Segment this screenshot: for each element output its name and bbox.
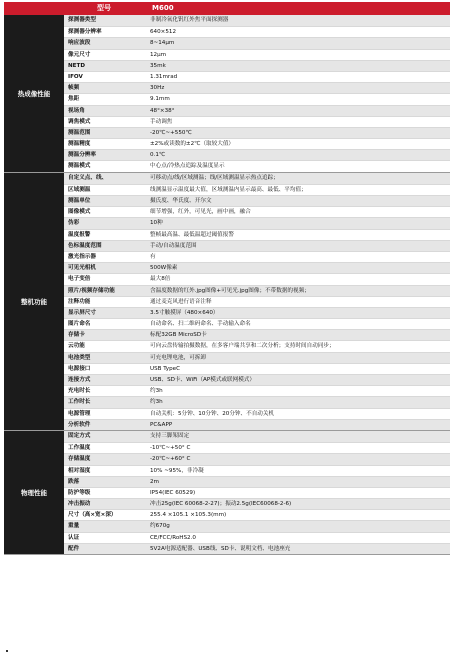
spec-key: 视场角 [68, 107, 85, 114]
table-row [64, 520, 450, 531]
spec-key: 重量 [68, 523, 80, 530]
table-row [64, 509, 450, 520]
spec-value: 手动调焦 [150, 118, 173, 125]
spec-key: 跌落 [68, 478, 80, 485]
spec-key: 探测器类型 [68, 17, 96, 23]
spec-key: 充电时长 [68, 388, 91, 395]
table-row [64, 251, 450, 262]
section-label: 物理性能 [4, 431, 64, 554]
table-row [64, 352, 450, 363]
spec-value: 500W像素 [150, 265, 178, 272]
spec-value: -10℃~+50° C [150, 445, 191, 452]
table-row [64, 105, 450, 116]
header-model-value: M600 [152, 4, 174, 12]
table-row [64, 318, 450, 329]
spec-value: 手动/自动温度范围 [150, 242, 197, 249]
spec-value: 3.5寸触摸屏（480×640） [150, 309, 219, 316]
spec-value: -20℃~+550℃ [150, 129, 192, 136]
spec-key: 工作时长 [68, 399, 91, 406]
spec-key: 图像模式 [68, 209, 91, 216]
spec-key: 伪彩 [68, 220, 80, 227]
spec-key: 激光指示器 [68, 253, 96, 260]
table-row [64, 465, 450, 476]
spec-value: -20℃~+60° C [150, 456, 191, 463]
spec-key: 尺寸（高×宽×深） [68, 512, 117, 519]
section-label: 整机功能 [4, 173, 64, 430]
table-row [64, 363, 450, 374]
spec-value: 48°×38° [150, 107, 175, 114]
table-row [64, 476, 450, 487]
spec-key: 色标温度范围 [68, 242, 102, 249]
section-rows [64, 15, 450, 172]
table-row [64, 127, 450, 138]
spec-key: 测温精度 [68, 141, 91, 148]
spec-key: 电源接口 [68, 365, 91, 372]
spec-key: 响应波段 [68, 40, 91, 47]
spec-key: NETD [68, 62, 85, 69]
table-row [64, 431, 450, 442]
spec-key: 可见光相机 [68, 265, 96, 272]
spec-key: 分析软件 [68, 421, 91, 428]
spec-value: 通过麦克风进行语音注释 [150, 298, 212, 305]
spec-value: 10种 [150, 220, 163, 227]
spec-value: 可移动点/线/区域测温；线/区域测温显示热点追踪； [150, 174, 279, 181]
spec-table [4, 2, 450, 555]
table-row [64, 49, 450, 60]
spec-key: 相对湿度 [68, 467, 91, 474]
spec-key: 注释功能 [68, 298, 91, 305]
table-row [64, 419, 450, 430]
spec-section [4, 431, 450, 555]
spec-key: 焦距 [68, 96, 80, 103]
table-row [64, 160, 450, 171]
spec-sections [4, 15, 450, 555]
spec-value: USB TypeC [150, 365, 181, 372]
spec-key: 工作温度 [68, 445, 91, 452]
table-row [64, 195, 450, 206]
table-row [64, 408, 450, 419]
spec-value: 35mk [150, 62, 166, 69]
table-row [64, 285, 450, 296]
spec-value: 9.1mm [150, 96, 170, 103]
spec-key: 区域测温 [68, 186, 91, 193]
spec-value: 中心点/冷热点追踪及温度显示 [150, 163, 225, 170]
spec-key: 电源管理 [68, 410, 91, 417]
table-row [64, 240, 450, 251]
spec-value: 可充电锂电池，可拆卸 [150, 354, 206, 361]
spec-value: 整帧最高温、最低温超过阈值报警 [150, 231, 234, 238]
table-row [64, 374, 450, 385]
spec-key: 存储卡 [68, 332, 85, 339]
table-row [64, 206, 450, 217]
spec-value: ±2%或读数的±2℃（取较大值） [150, 141, 235, 148]
table-row [64, 385, 450, 396]
spec-key: 电池类型 [68, 354, 91, 361]
spec-key: 帧频 [68, 85, 80, 92]
table-row [64, 543, 450, 554]
spec-value: 有 [150, 253, 156, 260]
table-row [64, 442, 450, 453]
table-row [64, 307, 450, 318]
table-row [64, 262, 450, 273]
spec-key: 冲击振动 [68, 501, 91, 508]
spec-value: 细节增强，红外，可见光，画中画，融合 [150, 209, 251, 216]
table-row [64, 487, 450, 498]
table-row [64, 296, 450, 307]
spec-value: 0.1℃ [150, 152, 166, 159]
table-row [64, 498, 450, 509]
table-row [64, 71, 450, 82]
spec-value: 1.31mrad [150, 73, 178, 80]
table-row [64, 396, 450, 407]
spec-value: 含温度数据的红外.jpg图像+可见光.jpg图像；不带数据的视频； [150, 287, 310, 294]
spec-value: 5V2A电源适配器、USB线、SD卡、说明文档、电池座充 [150, 545, 291, 552]
spec-key: 防护等级 [68, 489, 91, 496]
spec-value: USB、SD卡、WiFi（AP模式或联网模式） [150, 377, 255, 383]
spec-section [4, 15, 450, 173]
table-row [64, 26, 450, 37]
table-row [64, 116, 450, 127]
table-row [64, 532, 450, 543]
spec-key: IFOV [68, 73, 83, 80]
table-row [64, 82, 450, 93]
section-label: 热成像性能 [4, 15, 64, 172]
spec-key: 认证 [68, 534, 80, 541]
spec-value: 10% ~95%，非冷凝 [150, 467, 204, 474]
spec-key: 显示屏尺寸 [68, 309, 96, 316]
table-row [64, 149, 450, 160]
spec-value: 12μm [150, 51, 167, 58]
section-rows [64, 431, 450, 554]
header-blank-cell [4, 2, 64, 15]
spec-value: CE/FCC/RoHS2.0 [150, 534, 196, 541]
spec-key: 存储温度 [68, 456, 91, 463]
spec-value: 640×512 [150, 29, 177, 36]
spec-value: 30Hz [150, 85, 165, 92]
spec-value: PC&APP [150, 421, 173, 428]
spec-key: 图片命名 [68, 321, 91, 328]
table-row [64, 60, 450, 71]
spec-key: 测温模式 [68, 163, 91, 170]
corner-mark [6, 650, 8, 652]
table-row [64, 329, 450, 340]
spec-value: 约3h [150, 388, 163, 395]
spec-value: 自动关机：5分钟、10分钟、20分钟、不自动关机 [150, 410, 275, 417]
table-row [64, 273, 450, 284]
table-row [64, 15, 450, 26]
table-row [64, 453, 450, 464]
spec-key: 云功能 [68, 343, 85, 350]
header-model-label: 型号 [97, 4, 111, 12]
spec-key: 温度报警 [68, 231, 91, 238]
spec-value: 线测温显示温度最大值，区域测温内显示最高、最低、平均值； [150, 186, 307, 193]
spec-key: 探测器分辨率 [68, 29, 102, 36]
table-header [4, 2, 450, 15]
spec-key: 固定方式 [68, 432, 91, 439]
table-row [64, 173, 450, 184]
table-row [64, 93, 450, 104]
spec-value: 标配32GB MicroSD卡 [150, 332, 207, 339]
spec-value: 255.4 ×105.1 ×105.3(mm) [150, 512, 227, 519]
table-row [64, 340, 450, 351]
spec-value: 自动命名、扫二维码命名、手动输入命名 [150, 321, 251, 328]
spec-key: 像元尺寸 [68, 51, 91, 58]
spec-value: 约3h [150, 399, 163, 406]
table-row [64, 138, 450, 149]
table-row [64, 217, 450, 228]
spec-value: IP54(IEC 60529) [150, 489, 196, 496]
spec-value: 支持三脚架固定 [150, 432, 190, 439]
spec-key: 测温单位 [68, 198, 91, 204]
spec-key: 电子变倍 [68, 276, 91, 283]
table-row [64, 229, 450, 240]
spec-section [4, 173, 450, 431]
spec-value: 2m [150, 478, 160, 485]
table-row [64, 37, 450, 48]
spec-key: 测温范围 [68, 129, 91, 136]
spec-value: 最大8倍 [150, 276, 171, 283]
spec-value: 可向云盘传输拍摄数据，在多客户端共享和二次分析；支持时间自动同步； [150, 343, 335, 350]
spec-value: 冲击25g(IEC 60068-2-27)；振动2.5g(IEC60068-2-6) [150, 501, 292, 508]
spec-key: 配件 [68, 545, 80, 552]
spec-key: 自定义点、线、 [68, 174, 108, 181]
spec-key: 照片/视频存储功能 [68, 287, 115, 294]
section-rows [64, 173, 450, 430]
table-row [64, 184, 450, 195]
spec-value: 摄氏度、华氏度、开尔文 [150, 198, 212, 204]
spec-value: 约670g [150, 523, 170, 530]
spec-key: 调焦模式 [68, 118, 91, 125]
spec-key: 测温分辨率 [68, 152, 96, 159]
spec-key: 连接方式 [68, 377, 91, 383]
spec-value: 8~14μm [150, 40, 175, 47]
spec-value: 非制冷氧化钒红外焦平面探测器 [150, 17, 229, 23]
